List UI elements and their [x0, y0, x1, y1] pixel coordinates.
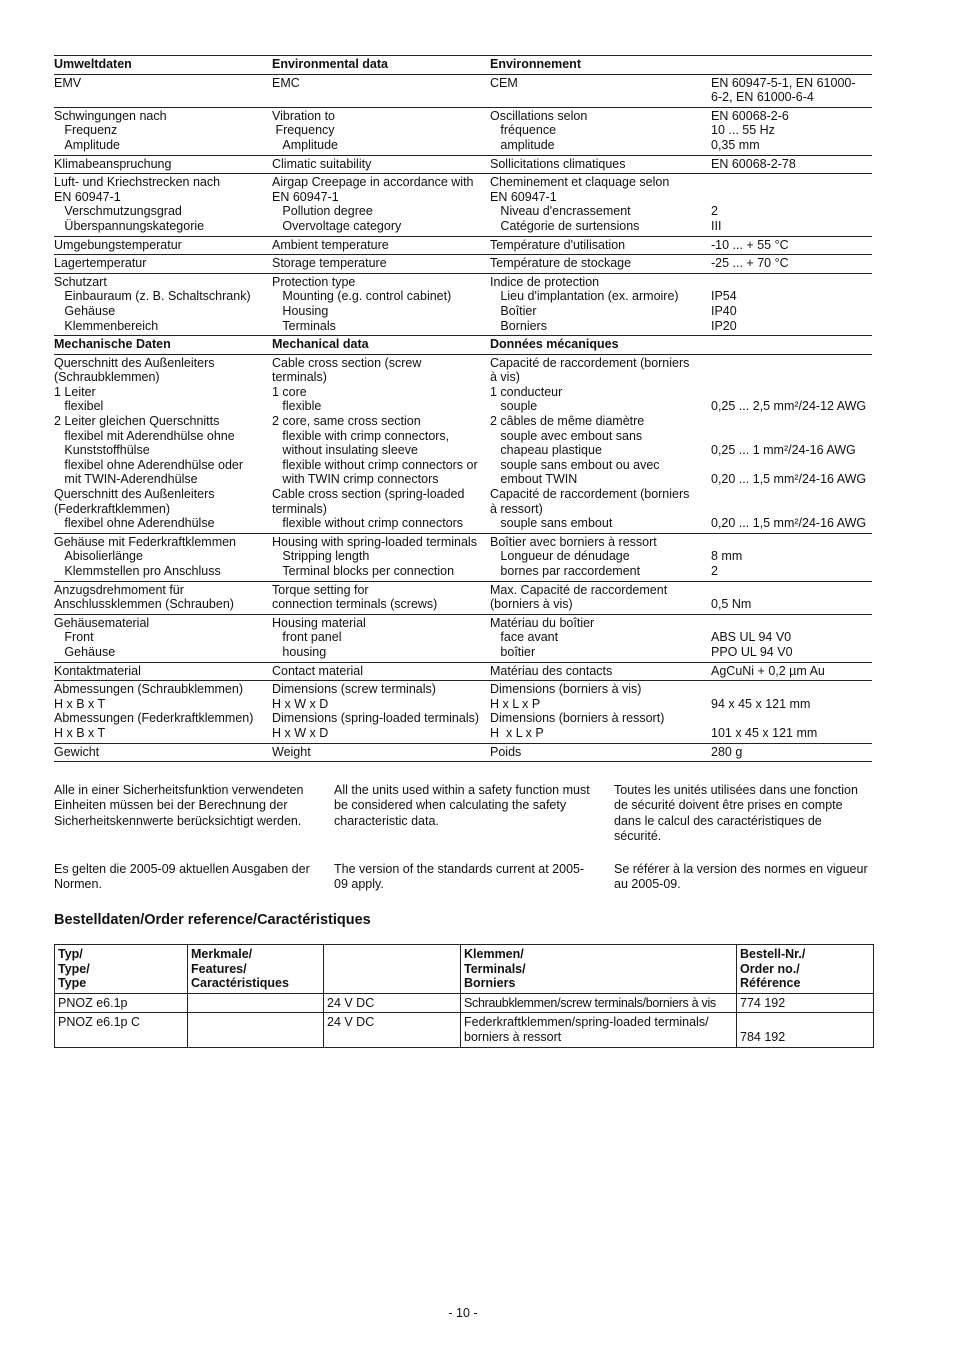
order-type: PNOZ e6.1p	[55, 993, 188, 1013]
cell-german: Lagertemperatur	[54, 256, 147, 271]
cell-english: Vibration to Frequency Amplitude	[272, 108, 339, 152]
cell-german: Umgebungstemperatur	[54, 237, 182, 252]
cell-german: Anzugsdrehmoment für Anschlussklemmen (Schrauben)	[54, 582, 234, 612]
cell-value: EN 60068-2-6 10 ... 55 Hz 0,35 mm	[711, 108, 789, 152]
cell-english: Mechanical data	[272, 337, 369, 352]
cell-french: Boîtier avec borniers à ressort Longueur de dénudage bornes par raccordement	[490, 534, 657, 578]
cell-german: Luft- und Kriechstrecken nach EN 60947-1 Verschmutzungsgrad Überspannungskategorie	[54, 175, 221, 233]
cell-german: Schutzart Einbauraum (z. B. Schaltschrank) Gehäuse Klemmenbereich	[54, 274, 251, 333]
cell-value: ABS UL 94 V0 PPO UL 94 V0	[711, 630, 793, 659]
order-reference-heading: Bestelldaten/Order reference/Caractéristiques	[54, 912, 371, 928]
order-voltage: 24 V DC	[324, 993, 461, 1013]
table-row	[54, 74, 872, 107]
cell-value	[711, 56, 872, 75]
cell-german: Gehäuse mit Federkraftklemmen Abisolierlänge Klemmstellen pro Anschluss	[54, 534, 237, 578]
section-header-row	[54, 56, 872, 75]
standards-note-de: Es gelten die 2005-09 aktuellen Ausgaben der Normen.	[54, 862, 314, 892]
table-row	[54, 614, 872, 662]
cell-german: Mechanische Daten	[54, 337, 171, 352]
cell-value: AgCuNi + 0,2 µm Au	[711, 663, 825, 678]
cell-value: EN 60068-2-78	[711, 156, 796, 171]
cell-french: Température de stockage	[490, 256, 632, 271]
safety-note-fr: Toutes les unités utilisées dans une fonction de sécurité doivent être prises en compte dans le calcul des caractéristiques de sécurité.	[614, 783, 862, 843]
table-row	[54, 174, 872, 236]
cell-french: Dimensions (borniers à vis) H x L x P Dimensions (borniers à ressort) H x L x P	[490, 682, 665, 740]
cell-english: Environmental data	[272, 57, 388, 71]
table-row	[54, 255, 872, 274]
cell-english: Housing material front panel housing	[272, 615, 366, 659]
table-row	[54, 743, 872, 762]
order-header-cell	[324, 945, 461, 994]
table-row	[54, 581, 872, 614]
cell-german: Querschnitt des Außenleiters (Schraubklemmen) 1 Leiter flexibel 2 Leiter gleichen Querschnitts flexibel mit Aderendhülse ohne Kunststoffhülse flexibel ohne Aderendhülse oder mit TWIN-Aderendhülse Querschnitt des Außenleiters (Federkraftklemmen) flexibel ohne Aderendhülse	[54, 355, 244, 531]
cell-french: Sollicitations climatiques	[490, 156, 626, 171]
cell-english: Protection type Mounting (e.g. control cabinet) Housing Terminals	[272, 274, 452, 333]
order-header-cell: Bestell-Nr./ Order no./ Référence	[737, 945, 874, 994]
safety-note-en: All the units used within a safety function must be considered when calculating the safety characteristic data.	[334, 783, 594, 828]
cell-french: Matériau du boîtier face avant boîtier	[490, 615, 595, 659]
table-row	[54, 107, 872, 155]
cell-english: Ambient temperature	[272, 237, 389, 252]
cell-english: Climatic suitability	[272, 156, 372, 171]
cell-english: Airgap Creepage in accordance with EN 60947-1 Pollution degree Overvoltage category	[272, 175, 474, 233]
cell-french: Indice de protection Lieu d'implantation (ex. armoire) Boîtier Borniers	[490, 274, 679, 333]
cell-french: Environnement	[490, 57, 581, 71]
cell-english: Storage temperature	[272, 256, 387, 271]
order-reference-table	[54, 944, 874, 1048]
cell-german: Gehäusematerial Front Gehäuse	[54, 615, 150, 659]
order-features	[188, 993, 324, 1013]
section-header-row	[54, 336, 872, 355]
order-number: 784 192	[737, 1013, 874, 1047]
cell-english: Dimensions (screw terminals) H x W x D Dimensions (spring-loaded terminals) H x W x D	[272, 682, 480, 740]
order-terminals: Federkraftklemmen/spring-loaded terminals/ borniers à ressort	[461, 1013, 737, 1047]
order-row	[55, 1013, 874, 1047]
cell-value: 280 g	[711, 744, 743, 759]
table-row	[54, 273, 872, 335]
cell-german: Umweltdaten	[54, 57, 132, 71]
order-terminals: Schraubklemmen/screw terminals/borniers à vis	[461, 993, 737, 1013]
cell-english: EMC	[272, 75, 300, 90]
table-row	[54, 662, 872, 681]
cell-value: 0,5 Nm	[711, 597, 752, 612]
cell-english: Torque setting for connection terminals (screws)	[272, 582, 438, 612]
cell-german: Gewicht	[54, 744, 100, 759]
table-row	[54, 354, 872, 533]
order-header-cell: Merkmale/ Features/ Caractéristiques	[188, 945, 324, 994]
cell-german: Kontaktmaterial	[54, 663, 141, 678]
cell-english: Cable cross section (screw terminals) 1 core flexible 2 core, same cross section flexible with crimp connectors, without insulating sleeve flexible without crimp connectors or with TWIN crimp connectors Cable cross section (spring-loaded terminals) flexible without crimp connectors	[272, 355, 478, 531]
cell-french: Poids	[490, 744, 522, 759]
table-row	[54, 236, 872, 255]
order-header-cell: Typ/ Type/ Type	[55, 945, 188, 994]
cell-value: 8 mm 2	[711, 549, 743, 578]
order-voltage: 24 V DC	[324, 1013, 461, 1047]
page-number: - 10 -	[448, 1306, 478, 1320]
cell-french: Cheminement et claquage selon EN 60947-1 Niveau d'encrassement Catégorie de surtensions	[490, 175, 670, 233]
cell-french: Oscillations selon fréquence amplitude	[490, 108, 588, 152]
cell-value: -10 ... + 55 °C	[711, 237, 789, 252]
cell-german: Klimabeanspruchung	[54, 156, 172, 171]
safety-note-de: Alle in einer Sicherheitsfunktion verwendeten Einheiten müssen bei der Berechnung der Sicherheitskennwerte berücksichtigt werden.	[54, 783, 307, 828]
table-row	[54, 681, 872, 743]
cell-value: IP54 IP40 IP20	[711, 289, 737, 333]
order-header-cell: Klemmen/ Terminals/ Borniers	[461, 945, 737, 994]
cell-english: Contact material	[272, 663, 364, 678]
cell-german: EMV	[54, 75, 82, 90]
cell-french: Matériau des contacts	[490, 663, 613, 678]
cell-german: Schwingungen nach Frequenz Amplitude	[54, 108, 167, 152]
cell-german: Abmessungen (Schraubklemmen) H x B x T Abmessungen (Federkraftklemmen) H x B x T	[54, 682, 254, 740]
cell-value: 2 III	[711, 204, 722, 233]
order-header-row	[55, 945, 874, 994]
order-row	[55, 993, 874, 1013]
standards-note-fr: Se référer à la version des normes en vigueur au 2005-09.	[614, 862, 872, 892]
table-row	[54, 155, 872, 174]
cell-french: Données mécaniques	[490, 337, 619, 352]
order-number: 774 192	[737, 993, 874, 1013]
standards-note-en: The version of the standards current at 2005-09 apply.	[334, 862, 585, 892]
order-type: PNOZ e6.1p C	[55, 1013, 188, 1047]
cell-value: 0,25 ... 2,5 mm²/24-12 AWG 0,25 ... 1 mm²/24-16 AWG 0,20 ... 1,5 mm²/24-16 AWG 0,20 ... 1,5 mm²/24-16 AWG	[711, 399, 867, 531]
cell-value: EN 60947-5-1, EN 61000- 6-2, EN 61000-6-4	[711, 75, 856, 105]
order-features	[188, 1013, 324, 1047]
cell-french: CEM	[490, 75, 518, 90]
cell-value: -25 ... + 70 °C	[711, 256, 789, 271]
table-row	[54, 533, 872, 581]
technical-data-table	[54, 55, 872, 762]
cell-english: Weight	[272, 744, 311, 759]
cell-value: 94 x 45 x 121 mm 101 x 45 x 121 mm	[711, 696, 818, 740]
cell-english: Housing with spring-loaded terminals Stripping length Terminal blocks per connection	[272, 534, 477, 578]
cell-value	[711, 336, 872, 355]
cell-french: Max. Capacité de raccordement (borniers à vis)	[490, 582, 668, 612]
cell-french: Capacité de raccordement (borniers à vis) 1 conducteur souple 2 câbles de même diamètre souple avec embout sans chapeau plastique souple sans embout ou avec embout TWIN Capacité de raccordement (borniers à ressort) souple sans embout	[490, 355, 690, 531]
cell-french: Température d'utilisation	[490, 237, 626, 252]
